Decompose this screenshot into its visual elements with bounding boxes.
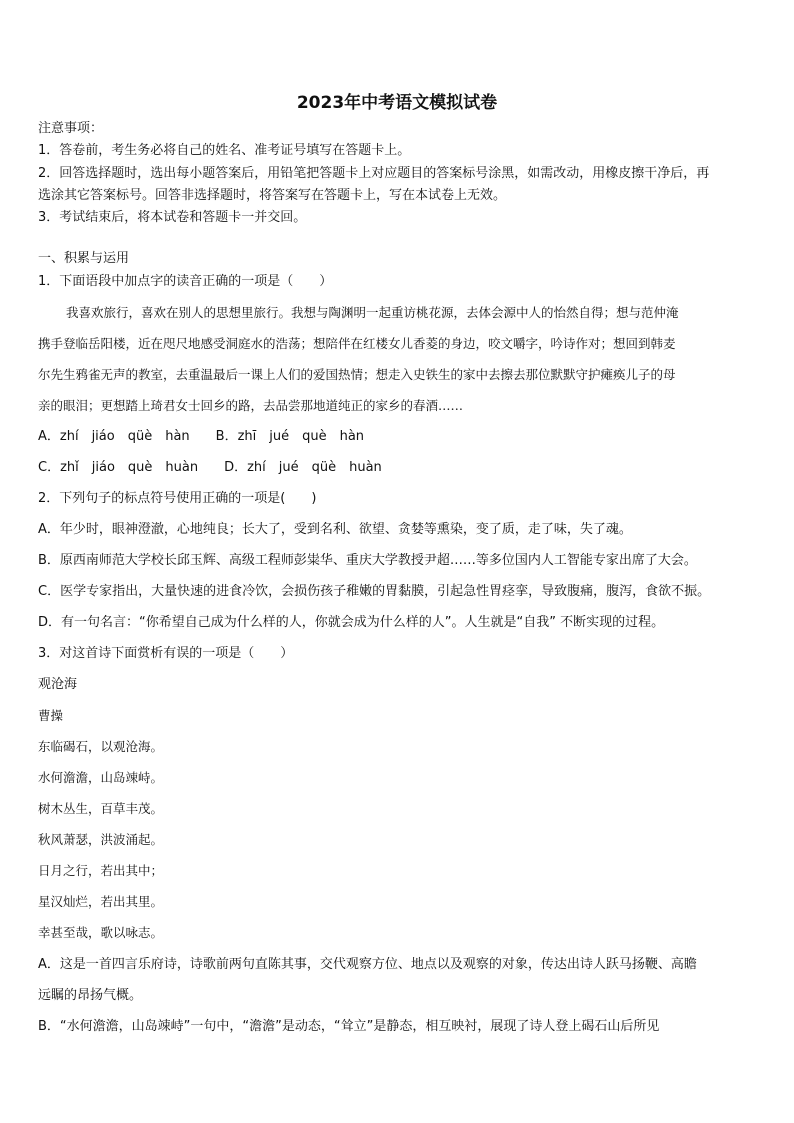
question-stem: 3．对这首诗下面赏析有误的一项是（ ）	[38, 646, 294, 661]
poem-line: 水何澹澹，山岛竦峙。	[38, 770, 164, 785]
notice-item: 1．答卷前，考生务必将自己的姓名、准考证号填写在答题卡上。	[38, 143, 411, 158]
notice-item: 2．回答选择题时，选出每小题答案后，用铅笔把答题卡上对应题目的答案标号涂黑，如需改动，用橡皮擦干净后，再	[38, 166, 710, 181]
poem-line: 星汉灿烂，若出其里。	[38, 894, 164, 909]
answer-option: C．zhǐ jiáo què huàn D．zhí jué qüè huàn	[38, 460, 382, 475]
poem-author: 曹操	[38, 708, 64, 723]
notice-heading: 注意事项：	[38, 121, 104, 136]
poem-line: 东临碣石，以观沧海。	[38, 739, 164, 754]
answer-option: 远瞩的昂扬气概。	[38, 988, 143, 1003]
answer-option: A．这是一首四言乐府诗，诗歌前两句直陈其事，交代观察方位、地点以及观察的对象，传达出诗人跃马扬鞭、高瞻	[38, 957, 697, 972]
answer-option: D．有一句名言：“你希望自己成为什么样的人，你就会成为什么样的人”。人生就是“自我” 不断实现的过程。	[38, 615, 665, 630]
answer-option: A．zhí jiáo qüè hàn B．zhī jué què hàn	[38, 429, 365, 444]
poem-line: 日月之行，若出其中；	[38, 863, 164, 878]
passage-line: 亲的眼泪；更想踏上琦君女士回乡的路，去品尝那地道纯正的家乡的春酒……	[38, 398, 464, 413]
question-stem: 1．下面语段中加点字的读音正确的一项是（ ）	[38, 274, 333, 289]
answer-option: C．医学专家指出，大量快速的进食冷饮，会损伤孩子稚嫩的胃黏膜，引起急性胃痉挛，导致腹痛，腹泻，食欲不振。	[38, 584, 711, 599]
answer-option: A．年少时，眼神澄澈，心地纯良；长大了，受到名利、欲望、贪婪等熏染，变了质，走了味，失了魂。	[38, 522, 632, 537]
poem-line: 树木丛生，百草丰茂。	[38, 801, 164, 816]
answer-option: B．“水何澹澹，山岛竦峙”一句中，“澹澹”是动态，“耸立”是静态，相互映衬，展现了诗人登上碣石山后所见	[38, 1019, 660, 1034]
passage-line: 尔先生鸦雀无声的教室，去重温最后一课上人们的爱国热情；想走入史铁生的家中去擦去那位默默守护瘫痪儿子的母	[38, 367, 676, 382]
answer-option: B．原西南师范大学校长邱玉辉、高级工程师彭粜华、重庆大学教授尹超……等多位国内人工智能专家出席了大会。	[38, 553, 697, 568]
poem-line: 秋风萧瑟，洪波涌起。	[38, 832, 164, 847]
poem-line: 幸甚至哉，歌以咏志。	[38, 925, 164, 940]
question-stem: 2．下列句子的标点符号使用正确的一项是( )	[38, 491, 317, 506]
passage-line: 我喜欢旅行，喜欢在别人的思想里旅行。我想与陶渊明一起重访桃花源，去体会源中人的怡然自得；想与范仲淹	[66, 305, 679, 320]
notice-item: 3．考试结束后，将本试卷和答题卡一并交回。	[38, 210, 307, 225]
poem-title: 观沧海	[38, 677, 78, 692]
passage-line: 携手登临岳阳楼，近在咫尺地感受洞庭水的浩荡；想陪伴在红楼女儿香菱的身边，咬文嚼字，吟诗作对；想回到韩麦	[38, 336, 676, 351]
section-heading: 一、积累与运用	[38, 251, 130, 266]
notice-item: 选涂其它答案标号。回答非选择题时，将答案写在答题卡上，写在本试卷上无效。	[38, 188, 507, 203]
page-title: 2023年中考语文模拟试卷	[296, 93, 498, 113]
